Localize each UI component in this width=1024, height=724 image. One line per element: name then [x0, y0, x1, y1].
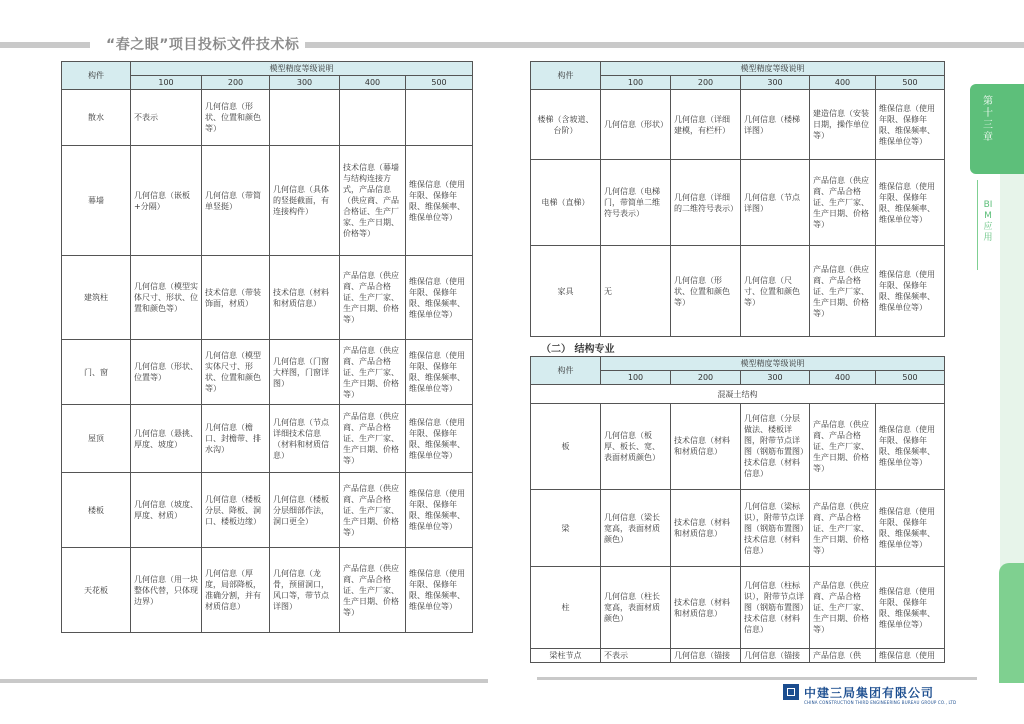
- level-cell: 200: [671, 76, 741, 90]
- chapter-subtitle: BIM应用: [983, 200, 993, 243]
- component-name-cell: 家具: [531, 246, 601, 337]
- table-row: [531, 90, 945, 160]
- level-300-cell: 几何信息（梁标识），附带节点详图（钢筋布置图）技术信息（材料信息）: [741, 490, 810, 567]
- level-300-cell: 几何信息（尺寸、位置和颜色等）: [741, 246, 810, 337]
- level-100-cell: 几何信息（形状、位置等）: [131, 340, 202, 405]
- level-cell: 100: [601, 76, 671, 90]
- level-100-cell: 不表示: [601, 648, 671, 662]
- header-levels-caption: 模型精度等级说明: [601, 62, 945, 76]
- level-cell: 400: [810, 371, 876, 385]
- level-400-cell: 产品信息（供应商、产品合格证、生产厂家、生产日期、价格等）: [810, 403, 876, 489]
- chapter-tab[interactable]: [970, 84, 1024, 174]
- level-400-cell: 建造信息（安装日期，操作单位等）: [810, 90, 876, 160]
- header-rule-left: [0, 42, 90, 48]
- level-200-cell: 几何信息（模型实体尺寸、形状、位置和颜色等）: [202, 340, 270, 405]
- chapter-tab-label: 第十三章: [983, 96, 993, 143]
- right-top-spec-table: [530, 61, 945, 337]
- level-500-cell: 维保信息（使用年限、保修年限、维保频率、维保单位等）: [876, 567, 945, 648]
- table-row: [531, 246, 945, 337]
- level-200-cell: 几何信息（厚度，局部降板，准确分割，并有材质信息）: [202, 548, 270, 633]
- level-500-cell: 维保信息（使用年限、保修年限、维保频率、维保单位等）: [406, 146, 473, 256]
- component-name-cell: 楼板: [62, 473, 131, 548]
- level-cell: 100: [131, 76, 202, 90]
- side-divider: [977, 180, 978, 270]
- component-name-cell: 板: [531, 403, 601, 489]
- level-100-cell: 几何信息（嵌板+分隔）: [131, 146, 202, 256]
- level-300-cell: 几何信息（柱标识），附带节点详图（钢筋布置图）技术信息（材料信息）: [741, 567, 810, 648]
- level-300-cell: 几何信息（分层做法、楼板详图，附带节点详图（钢筋布置图）技术信息（材料信息）: [741, 403, 810, 489]
- level-400-cell: 产品信息（供应商、产品合格证、生产厂家、生产日期、价格等）: [810, 246, 876, 337]
- level-200-cell: 技术信息（带装饰面，材质）: [202, 256, 270, 340]
- level-200-cell: 几何信息（檐口、封檐带、排水沟）: [202, 405, 270, 473]
- table-row: [62, 256, 473, 340]
- level-cell: 100: [601, 371, 671, 385]
- level-300-cell: 几何信息（节点详细技术信息（材料和材质信息）: [270, 405, 340, 473]
- header-component: 构件: [531, 357, 601, 385]
- level-cell: 500: [876, 371, 945, 385]
- component-name-cell: 柱: [531, 567, 601, 648]
- level-cell: 200: [671, 371, 741, 385]
- component-name-cell: 幕墙: [62, 146, 131, 256]
- component-name-cell: 楼梯（含坡道、台阶）: [531, 90, 601, 160]
- level-400-cell: 产品信息（供应商、产品合格证、生产厂家、生产日期、价格等）: [340, 548, 406, 633]
- level-cell: 400: [340, 76, 406, 90]
- component-name-cell: 门、窗: [62, 340, 131, 405]
- level-500-cell: 维保信息（使用年限、保修年限、维保频率、维保单位等）: [876, 490, 945, 567]
- header-component: 构件: [62, 62, 131, 90]
- left-spec-table: [61, 61, 473, 633]
- level-400-cell: 产品信息（供: [810, 648, 876, 662]
- table-row: [531, 567, 945, 648]
- level-200-cell: 几何信息（带简单竖挺）: [202, 146, 270, 256]
- company-name-en: CHINA CONSTRUCTION THIRD ENGINEERING BUREAU GROUP CO., LTD: [804, 700, 957, 705]
- level-300-cell: 几何信息（锚接: [741, 648, 810, 662]
- level-500-cell: 维保信息（使用年限、保修年限、维保频率、维保单位等）: [876, 403, 945, 489]
- table-row: [62, 548, 473, 633]
- level-400-cell: 产品信息（供应商、产品合格证、生产厂家、生产日期、价格等）: [340, 473, 406, 548]
- level-300-cell: 几何信息（门窗大样图，门窗详图）: [270, 340, 340, 405]
- level-200-cell: 几何信息（形状、位置和颜色等）: [671, 246, 741, 337]
- level-100-cell: 几何信息（板厚、板长、宽、表面材质颜色）: [601, 403, 671, 489]
- level-100-cell: 几何信息（梁长宽高，表面材质颜色）: [601, 490, 671, 567]
- component-name-cell: 电梯（直梯）: [531, 160, 601, 246]
- level-cell: 400: [810, 76, 876, 90]
- level-200-cell: 技术信息（材料和材质信息）: [671, 567, 741, 648]
- component-name-cell: 梁: [531, 490, 601, 567]
- level-500-cell: 维保信息（使用年限、保修年限、维保频率、维保单位等）: [876, 90, 945, 160]
- table-row: [62, 405, 473, 473]
- company-logo-icon: [783, 684, 799, 700]
- level-300-cell: 技术信息（材料和材质信息）: [270, 256, 340, 340]
- level-cell: 200: [202, 76, 270, 90]
- component-name-cell: 梁柱节点: [531, 648, 601, 662]
- component-name-cell: 天花板: [62, 548, 131, 633]
- level-300-cell: 几何信息（楼板分层细部作法，洞口更全）: [270, 473, 340, 548]
- level-100-cell: 几何信息（电梯门，带简单二维符号表示）: [601, 160, 671, 246]
- level-200-cell: 几何信息（形状、位置和颜色等）: [202, 90, 270, 146]
- level-100-cell: 几何信息（用一块整体代替，只体现边界）: [131, 548, 202, 633]
- level-400-cell: 技术信息（幕墙与结构连接方式，产品信息（供应商、产品合格证、生产厂家、生产日期、价格等）: [340, 146, 406, 256]
- level-cell: 500: [406, 76, 473, 90]
- level-400-cell: 产品信息（供应商、产品合格证、生产厂家、生产日期、价格等）: [340, 340, 406, 405]
- level-500-cell: 维保信息（使用年限、保修年限、维保频率、维保单位等）: [406, 548, 473, 633]
- level-100-cell: 几何信息（柱长宽高，表面材质颜色）: [601, 567, 671, 648]
- level-400-cell: 产品信息（供应商、产品合格证、生产厂家、生产日期、价格等）: [810, 567, 876, 648]
- level-200-cell: 几何信息（详细建模，有栏杆）: [671, 90, 741, 160]
- header-component: 构件: [531, 62, 601, 90]
- table-row: [62, 473, 473, 548]
- level-100-cell: 几何信息（坡度、厚度、材质）: [131, 473, 202, 548]
- component-name-cell: 建筑柱: [62, 256, 131, 340]
- table-row: [531, 160, 945, 246]
- table-row: [531, 648, 945, 662]
- level-100-cell: 无: [601, 246, 671, 337]
- level-300-cell: [270, 90, 340, 146]
- level-400-cell: 产品信息（供应商、产品合格证、生产厂家、生产日期、价格等）: [340, 256, 406, 340]
- level-cell: 300: [270, 76, 340, 90]
- level-400-cell: 产品信息（供应商、产品合格证、生产厂家、生产日期、价格等）: [810, 160, 876, 246]
- level-500-cell: 维保信息（使用年限、保修年限、维保频率、维保单位等）: [406, 473, 473, 548]
- level-200-cell: 技术信息（材料和材质信息）: [671, 490, 741, 567]
- level-100-cell: 几何信息（悬挑、厚度、坡度）: [131, 405, 202, 473]
- level-100-cell: 几何信息（形状）: [601, 90, 671, 160]
- header-rule-right: [305, 42, 1024, 48]
- level-400-cell: 产品信息（供应商、产品合格证、生产厂家、生产日期、价格等）: [340, 405, 406, 473]
- table-row: [62, 90, 473, 146]
- footer-rule-left: [0, 679, 488, 683]
- level-300-cell: 几何信息（楼梯详图）: [741, 90, 810, 160]
- level-500-cell: 维保信息（使用年限、保修年限、维保频率、维保单位等）: [406, 256, 473, 340]
- header-levels-caption: 模型精度等级说明: [601, 357, 945, 371]
- level-100-cell: 不表示: [131, 90, 202, 146]
- table-row: [62, 340, 473, 405]
- component-name-cell: 屋顶: [62, 405, 131, 473]
- level-500-cell: 维保信息（使用年限、保修年限、维保频率、维保单位等）: [406, 340, 473, 405]
- right-bottom-spec-table: [530, 356, 945, 663]
- level-100-cell: 几何信息（模型实体尺寸、形状、位置和颜色等）: [131, 256, 202, 340]
- level-400-cell: [340, 90, 406, 146]
- side-bottom-tab: [999, 563, 1024, 683]
- document-title: “春之眼”项目投标文件技术标: [100, 34, 305, 54]
- level-200-cell: 几何信息（楼板分层、降板、洞口、楼板边缘）: [202, 473, 270, 548]
- level-300-cell: 几何信息（节点详图）: [741, 160, 810, 246]
- header-levels-caption: 模型精度等级说明: [131, 62, 473, 76]
- company-name: 中建三局集团有限公司: [804, 686, 935, 700]
- table-row: [62, 146, 473, 256]
- level-500-cell: 维保信息（使用年限、保修年限、维保频率、维保单位等）: [876, 160, 945, 246]
- level-200-cell: 几何信息（详细的二维符号表示）: [671, 160, 741, 246]
- level-400-cell: 产品信息（供应商、产品合格证、生产厂家、生产日期、价格等）: [810, 490, 876, 567]
- concrete-subheader: 混凝土结构: [531, 385, 945, 403]
- component-name-cell: 散水: [62, 90, 131, 146]
- table-row: [531, 490, 945, 567]
- level-500-cell: 维保信息（使用: [876, 648, 945, 662]
- level-500-cell: 维保信息（使用年限、保修年限、维保频率、维保单位等）: [876, 246, 945, 337]
- level-500-cell: [406, 90, 473, 146]
- level-200-cell: 几何信息（锚接: [671, 648, 741, 662]
- level-300-cell: 几何信息（具体的竖挺截面，有连接构件）: [270, 146, 340, 256]
- table-row: [531, 403, 945, 489]
- footer-rule-right: [537, 677, 977, 680]
- level-200-cell: 技术信息（材料和材质信息）: [671, 403, 741, 489]
- level-cell: 300: [741, 371, 810, 385]
- section-title: （二） 结构专业: [541, 344, 615, 355]
- level-500-cell: 维保信息（使用年限、保修年限、维保频率、维保单位等）: [406, 405, 473, 473]
- level-300-cell: 几何信息（龙骨，预留洞口，风口等，带节点详图）: [270, 548, 340, 633]
- level-cell: 500: [876, 76, 945, 90]
- level-cell: 300: [741, 76, 810, 90]
